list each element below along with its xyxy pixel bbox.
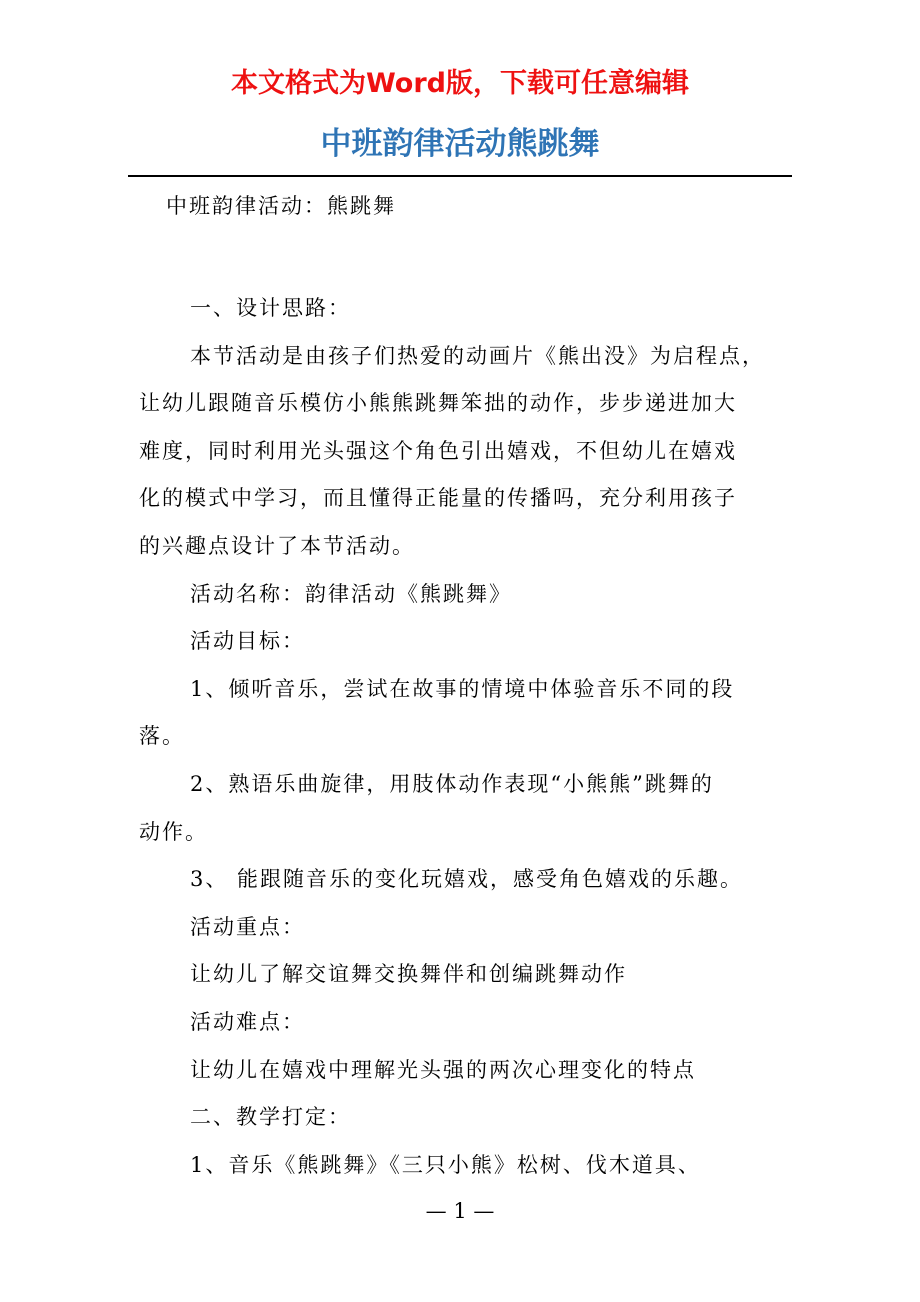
page-number: — 1 — xyxy=(425,1199,495,1223)
format-notice-banner: 本文格式为Word版，下载可任意编辑 xyxy=(230,68,689,99)
activity-focus-heading: 活动重点： xyxy=(190,914,305,939)
goal-item-continued: 动作。 xyxy=(139,819,208,844)
paragraph-line: 让幼儿跟随音乐模仿小熊熊跳舞笨拙的动作，步步递进加大 xyxy=(139,391,737,416)
section-heading-preparation: 二、教学打定： xyxy=(190,1105,351,1130)
goal-item-continued: 落。 xyxy=(139,724,185,749)
document-body xyxy=(139,285,784,1189)
document-title: 中班韵律活动熊跳舞 xyxy=(320,126,600,162)
goal-item: 2、熟语乐曲旋律，用肢体动作表现“小熊熊”跳舞的 xyxy=(190,771,714,796)
activity-difficulty-text: 让幼儿在嬉戏中理解光头强的两次心理变化的特点 xyxy=(190,1057,696,1082)
activity-name: 活动名称：韵律活动《熊跳舞》 xyxy=(190,581,512,606)
paragraph-line: 化的模式中学习，而且懂得正能量的传播吗，充分利用孩子 xyxy=(139,486,737,511)
activity-focus-text: 让幼儿了解交谊舞交换舞伴和创编跳舞动作 xyxy=(190,962,627,987)
paragraph-line: 本节活动是由孩子们热爱的动画片《熊出没》为启程点， xyxy=(190,343,765,368)
paragraph-line: 难度，同时利用光头强这个角色引出嬉戏，不但幼儿在嬉戏 xyxy=(139,438,737,463)
paragraph-line: 的兴趣点设计了本节活动。 xyxy=(139,533,415,558)
header-divider xyxy=(128,175,792,177)
activity-difficulty-heading: 活动难点： xyxy=(190,1009,305,1034)
goal-item: 1、倾听音乐，尝试在故事的情境中体验音乐不同的段 xyxy=(190,676,735,701)
document-subtitle: 中班韵律活动：熊跳舞 xyxy=(166,194,396,218)
section-heading-design: 一、设计思路： xyxy=(190,296,351,320)
activity-goals-heading: 活动目标： xyxy=(190,629,305,654)
preparation-item: 1、音乐《熊跳舞》《三只小熊》松树、伐木道具、 xyxy=(190,1152,701,1177)
goal-item: 3、 能跟随音乐的变化玩嬉戏，感受角色嬉戏的乐趣。 xyxy=(190,867,744,892)
